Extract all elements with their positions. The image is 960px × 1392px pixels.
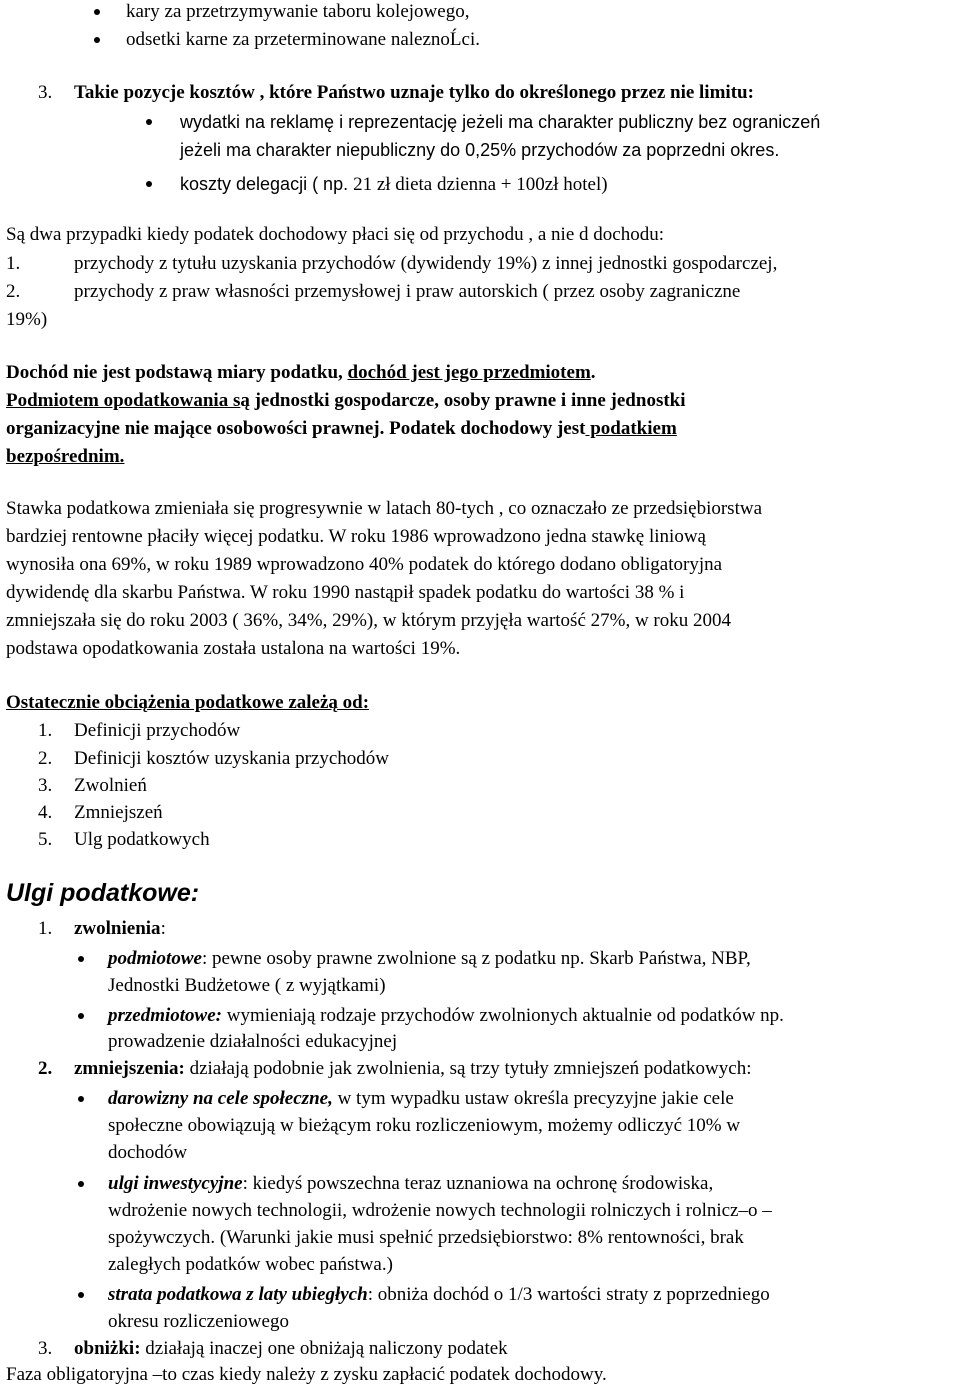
bullet-icon bbox=[78, 956, 84, 962]
list-item: przychody z praw własności przemysłowej i praw autorskich ( przez osoby zagraniczne bbox=[74, 281, 741, 302]
underlined-text: dochód jest jego przedmiotem bbox=[347, 362, 591, 383]
bullet-icon bbox=[78, 1013, 84, 1019]
bullet-item: wydatki na reklamę i reprezentację jeżeli ma charakter publiczny bez ograniczeń bbox=[180, 112, 821, 132]
term: obniżki: bbox=[74, 1338, 141, 1359]
term: zmniejszenia: bbox=[74, 1058, 185, 1079]
bold-text: . bbox=[590, 362, 596, 383]
bullet-icon bbox=[78, 1096, 84, 1102]
list-item: Zmniejszeń bbox=[74, 802, 163, 823]
paragraph-line: Stawka podatkowa zmieniała się progresywnie w latach 80-tych , co oznaczało ze przedsiębiorstwa bbox=[6, 498, 763, 519]
bold-statement: bezpośrednim. bbox=[6, 446, 125, 467]
bold-statement bbox=[6, 362, 596, 384]
bold-statement bbox=[6, 418, 677, 440]
bullet-item bbox=[180, 173, 608, 196]
bullet-icon bbox=[146, 119, 152, 125]
bullet-item-cont: wdrożenie nowych technologii, wdrożenie nowych technologii rolniczych i rolnicz–o – bbox=[108, 1200, 772, 1221]
bullet-item-cont: zaległych podatków wobec państwa.) bbox=[108, 1254, 393, 1275]
paragraph-line: dywidendę dla skarbu Państwa. W roku 1990 nastąpił spadek podatku do wartości 38 % i bbox=[6, 582, 685, 603]
list-number: 2. bbox=[6, 281, 21, 302]
list-number: 1. bbox=[6, 253, 21, 274]
term: ulgi inwestycyjne bbox=[108, 1173, 243, 1194]
list-number: 3. bbox=[38, 1338, 53, 1359]
list-item: Definicji kosztów uzyskania przychodów bbox=[74, 748, 389, 769]
list-item: Ulg podatkowych bbox=[74, 829, 210, 850]
bullet-item-cont: jeżeli ma charakter niepubliczny do 0,25% przychodów za poprzedni okres. bbox=[180, 140, 780, 160]
term-rest: w tym wypadku ustaw określa precyzyjne jakie cele bbox=[332, 1088, 734, 1109]
bullet-icon bbox=[78, 1292, 84, 1298]
paragraph-line: zmniejszała się do roku 2003 ( 36%, 34%, 29%), w którym przyjęła wartość 27%, w roku 2004 bbox=[6, 610, 731, 631]
term-rest: : kiedyś powszechna teraz uznaniowa na ochronę środowiska, bbox=[242, 1173, 714, 1194]
term-rest: działają podobnie jak zwolnienia, są trzy tytuły zmniejszeń podatkowych: bbox=[184, 1058, 752, 1079]
bold-text: ą bbox=[240, 390, 250, 411]
paragraph-line: podstawa opodatkowania została ustalona na wartości 19%. bbox=[6, 638, 461, 659]
bullet-item: kary za przetrzymywanie taboru kolejowego, bbox=[126, 1, 470, 22]
bold-text: organizacyjne nie mające osobowości prawnej. Podatek dochodowy jest bbox=[6, 418, 586, 439]
list-number: 3. bbox=[38, 82, 53, 103]
list-number: 4. bbox=[38, 802, 53, 823]
section-heading: Ostatecznie obciążenia podatkowe zależą od: bbox=[6, 692, 370, 713]
list-number: 3. bbox=[38, 775, 53, 796]
bullet-item bbox=[108, 948, 751, 970]
list-item bbox=[74, 1338, 508, 1360]
list-item: Definicji przychodów bbox=[74, 720, 241, 741]
bullet-item-cont: dochodów bbox=[108, 1142, 188, 1163]
term-rest: działają inaczej one obniżają naliczony podatek bbox=[140, 1338, 508, 1359]
bold-statement bbox=[6, 390, 686, 412]
term-rest: : obniża dochód o 1/3 wartości straty z poprzedniego bbox=[367, 1284, 770, 1305]
term: darowizny na cele społeczne, bbox=[108, 1088, 333, 1109]
term: strata podatkowa z laty ubiegłych bbox=[108, 1284, 368, 1305]
bullet-icon bbox=[94, 9, 100, 15]
list-item-cont: 19%) bbox=[6, 309, 48, 330]
list-number: 5. bbox=[38, 829, 53, 850]
list-item: Zwolnień bbox=[74, 775, 147, 796]
paragraph-line: wynosiła ona 69%, w roku 1989 wprowadzono 40% podatek do którego dodano obligatoryjna bbox=[6, 554, 723, 575]
list-number: 1. bbox=[38, 918, 53, 939]
bullet-item-cont: społeczne obowiązują w bieżącym roku rozliczeniowym, możemy odliczyć 10% w bbox=[108, 1115, 741, 1136]
term: przedmiotowe: bbox=[108, 1005, 222, 1026]
term: zwolnienia bbox=[74, 918, 161, 939]
underlined-text: Podmiotem opodatkowania s bbox=[6, 390, 241, 411]
bullet-item bbox=[108, 1284, 770, 1306]
list-item bbox=[74, 918, 166, 940]
underlined-text: podatkiem bbox=[585, 418, 677, 439]
bullet-text: koszty delegacji ( np. bbox=[180, 174, 354, 194]
bullet-item-cont: prowadzenie działalności edukacyjnej bbox=[108, 1031, 398, 1052]
bullet-item bbox=[108, 1088, 734, 1110]
list-number: 1. bbox=[38, 720, 53, 741]
bullet-text: 21 zł dieta dzienna + 100zł hotel) bbox=[353, 174, 608, 195]
section-title: Takie pozycje kosztów , które Państwo uznaje tylko do określonego przez nie limitu: bbox=[74, 82, 754, 103]
bullet-item: odsetki karne za przeterminowane naleznoĹci. bbox=[126, 29, 480, 50]
bullet-icon bbox=[94, 37, 100, 43]
bold-text: Dochód nie jest podstawą miary podatku, bbox=[6, 362, 348, 383]
closing-line: Faza obligatoryjna –to czas kiedy należy z zysku zapłacić podatek dochodowy. bbox=[6, 1364, 607, 1385]
bullet-icon bbox=[78, 1181, 84, 1187]
paragraph-line: bardziej rentowne płaciły więcej podatku. W roku 1986 wprowadzono jedna stawkę liniową bbox=[6, 526, 706, 547]
list-item: przychody z tytułu uzyskania przychodów (dywidendy 19%) z innej jednostki gospodarczej, bbox=[74, 253, 778, 274]
bullet-item bbox=[108, 1173, 713, 1195]
intro-text: Są dwa przypadki kiedy podatek dochodowy płaci się od przychodu , a nie d dochodu: bbox=[6, 224, 664, 245]
list-item bbox=[74, 1058, 751, 1080]
list-number: 2. bbox=[38, 1058, 53, 1079]
term-rest: : pewne osoby prawne zwolnione są z podatku np. Skarb Państwa, NBP, bbox=[201, 948, 751, 969]
bullet-item bbox=[108, 1005, 784, 1027]
bullet-item-cont: spożywczych. (Warunki jakie musi spełnić przedsiębiorstwo: 8% rentowności, brak bbox=[108, 1227, 744, 1248]
list-number: 2. bbox=[38, 748, 53, 769]
term-rest: wymieniają rodzaje przychodów zwolnionych aktualnie od podatków np. bbox=[222, 1005, 784, 1026]
ulgi-heading: Ulgi podatkowe: bbox=[6, 879, 200, 907]
bold-text: jednostki gospodarcze, osoby prawne i inne jednostki bbox=[249, 390, 686, 411]
term: podmiotowe bbox=[108, 948, 202, 969]
bullet-icon bbox=[146, 181, 152, 187]
term-rest: : bbox=[160, 918, 166, 939]
bullet-item-cont: okresu rozliczeniowego bbox=[108, 1311, 289, 1332]
bullet-item-cont: Jednostki Budżetowe ( z wyjątkami) bbox=[108, 975, 386, 996]
